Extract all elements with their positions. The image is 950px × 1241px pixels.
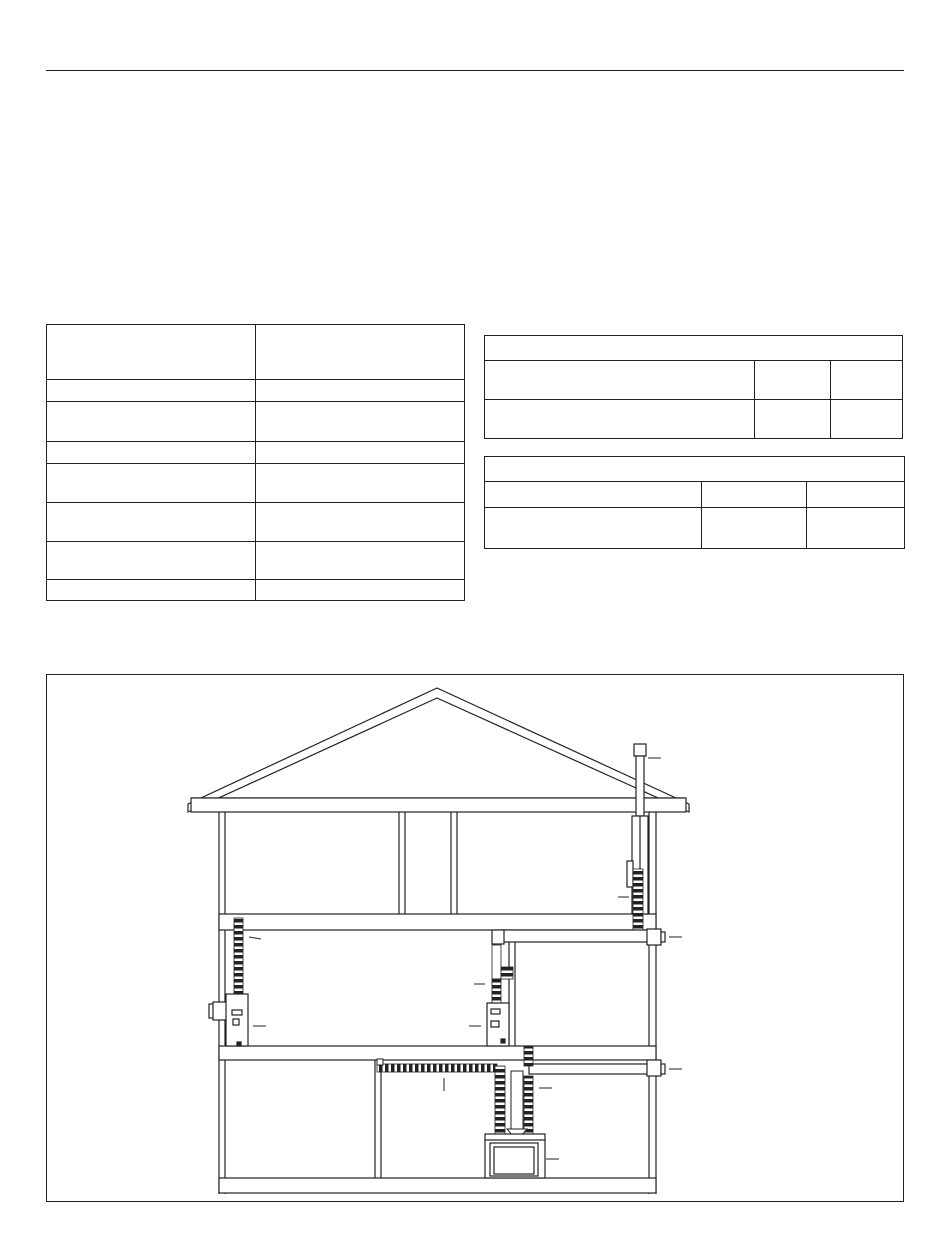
flexible-liner-upper-left bbox=[234, 918, 243, 1004]
table-title-cell bbox=[485, 336, 903, 361]
table-cell bbox=[485, 400, 755, 439]
table-cell bbox=[256, 402, 465, 442]
table-cell bbox=[702, 508, 807, 549]
table-cell bbox=[485, 482, 702, 508]
appliance-left bbox=[226, 994, 248, 1046]
table-row bbox=[47, 580, 465, 601]
table-row bbox=[47, 442, 465, 464]
specs-table-right-bottom bbox=[484, 456, 905, 549]
appliance-basement bbox=[485, 1134, 545, 1178]
table-row bbox=[485, 361, 903, 400]
floor-bottom bbox=[219, 1178, 656, 1193]
flexible-liner-lower-vertical bbox=[524, 1046, 533, 1134]
roof bbox=[188, 688, 689, 812]
table-row bbox=[47, 380, 465, 402]
wall-termination-left bbox=[209, 1002, 227, 1020]
floor-middle bbox=[219, 1046, 656, 1060]
horizontal-run-basement bbox=[377, 1059, 527, 1141]
house-walls bbox=[219, 812, 656, 1194]
table-cell bbox=[47, 464, 256, 503]
table-cell bbox=[702, 482, 807, 508]
table-cell bbox=[831, 400, 903, 439]
header-rule bbox=[46, 70, 904, 71]
table-row bbox=[485, 457, 905, 482]
table-row bbox=[485, 336, 903, 361]
appliance-middle bbox=[487, 1003, 509, 1046]
table-cell bbox=[755, 361, 831, 400]
table-cell bbox=[485, 508, 702, 549]
table-cell bbox=[47, 503, 256, 542]
house-cross-section-diagram bbox=[47, 675, 903, 1201]
table-row bbox=[485, 400, 903, 439]
wall-termination-upper bbox=[492, 929, 665, 945]
table-cell bbox=[755, 400, 831, 439]
table-cell bbox=[47, 580, 256, 601]
table-cell bbox=[485, 361, 755, 400]
wall-termination-lower bbox=[529, 1060, 665, 1076]
specs-table-left bbox=[46, 324, 465, 601]
table-cell bbox=[807, 482, 905, 508]
table-row bbox=[47, 464, 465, 503]
table-title-cell bbox=[485, 457, 905, 482]
specs-table-right-top bbox=[484, 335, 903, 439]
table-cell bbox=[256, 580, 465, 601]
table-row bbox=[47, 325, 465, 380]
flexible-liner-upper-middle bbox=[492, 945, 513, 1003]
table-row bbox=[47, 503, 465, 542]
table-cell bbox=[47, 380, 256, 402]
table-cell bbox=[256, 325, 465, 380]
table-cell bbox=[831, 361, 903, 400]
table-row bbox=[47, 402, 465, 442]
table-cell bbox=[807, 508, 905, 549]
table-cell bbox=[256, 503, 465, 542]
table-cell bbox=[256, 542, 465, 580]
callout-leaders bbox=[249, 758, 682, 1159]
interior-wall bbox=[509, 930, 515, 1046]
floor-upper bbox=[219, 914, 656, 930]
table-cell bbox=[47, 402, 256, 442]
table-cell bbox=[256, 442, 465, 464]
table-cell bbox=[47, 325, 256, 380]
flexible-liner-attic bbox=[633, 869, 643, 931]
table-row bbox=[485, 482, 905, 508]
table-row bbox=[47, 542, 465, 580]
table-cell bbox=[256, 380, 465, 402]
house-venting-figure bbox=[46, 674, 904, 1202]
table-row bbox=[485, 508, 905, 549]
table-cell bbox=[47, 442, 256, 464]
table-cell bbox=[47, 542, 256, 580]
table-cell bbox=[256, 464, 465, 503]
